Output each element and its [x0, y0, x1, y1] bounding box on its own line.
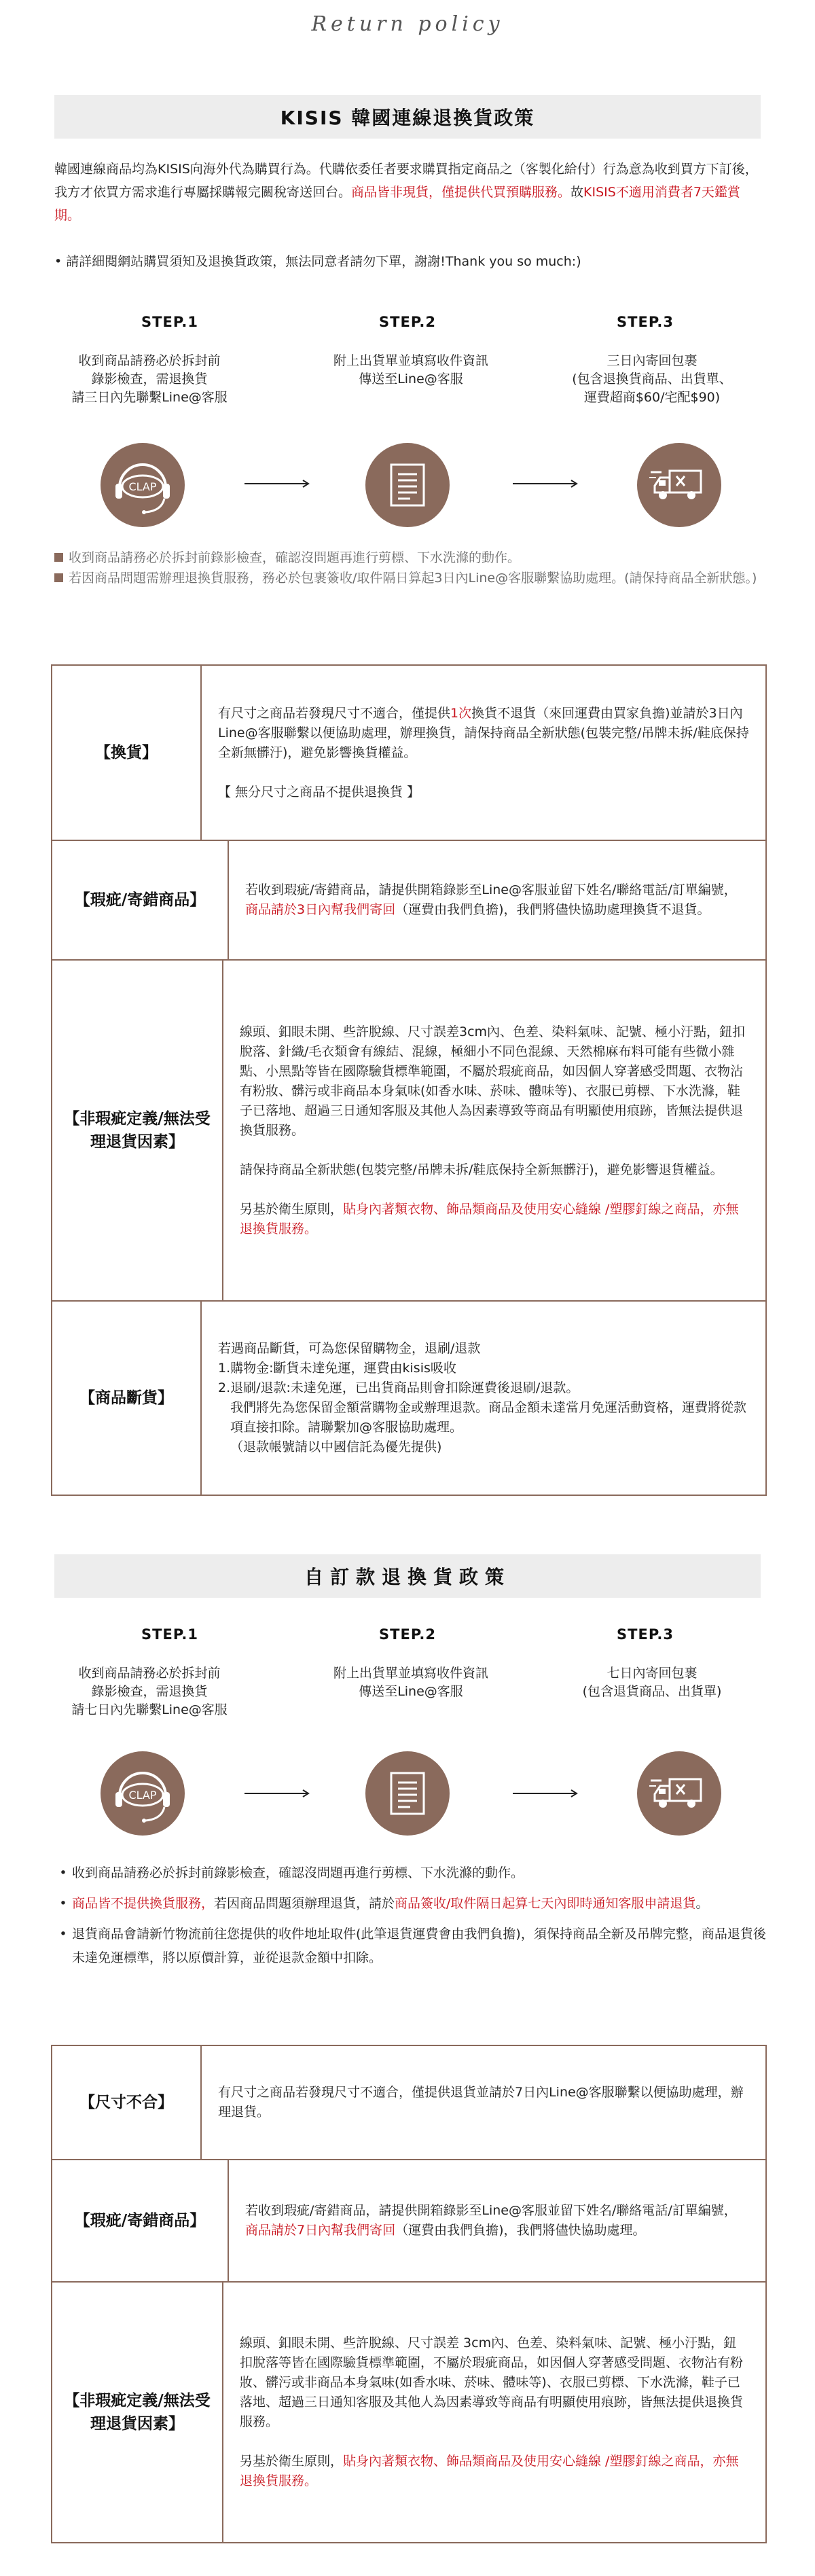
row-text: 若收到瑕疵/寄錯商品，請提供開箱錄影至Line@客服並留下姓名/聯絡電話/訂單編號，商品請於7日內幫我們寄回（運費由我們負擔)，我們將儘快協助處理。 [245, 2203, 737, 2238]
arrow-right-icon [513, 1789, 581, 1797]
row-label: 【換貨】 [52, 666, 202, 840]
row-label: 【非瑕疵定義/無法受理退貨因素】 [52, 961, 223, 1300]
custom-bullets: • 收到商品請務必於拆封前錄影檢查，確認沒問題再進行剪標、下水洗滌的動作。 • 商品皆不提供換貨服務，若因商品問題須辦理退貨，請於商品簽收/取件隔日起算七天內即時通知客服申請退貨。 • 退貨商品會請新竹物流前往您提供的收件地址取件(此筆退貨運費會由我們負擔)，須保持商品全新及吊牌完整，商品退貨後未達免運標準，將以原價計算，並從退款金額中扣除。 [59, 1865, 766, 1965]
step-3-text: 七日內寄回包裹 (包含退貨商品、出貨單) [582, 1666, 722, 1699]
row-label: 【瑕疵/寄錯商品】 [52, 841, 229, 959]
row-label: 【瑕疵/寄錯商品】 [52, 2160, 229, 2281]
step-3-heading: STEP.3 [617, 1626, 674, 1643]
square-bullet-icon [54, 553, 63, 562]
step-3-text: 三日內寄回包裹 (包含退換貨商品、出貨單、 運費超商$60/宅配$90) [572, 353, 732, 405]
table-row: 【商品斷貨】 若遇商品斷貨，可為您保留購物金，退刷/退款 1.購物金:斷貨未達免運，運費由kisis吸收 2.退刷/退款:未達免運，已出貨商品則會扣除運費後退刷/退款。 我們將先為您保留金額當購物金或辦理退款。商品金額未達當月免運活動資格，運費將從款項直接扣除。請聯繫加@客服協助處理。 （退款帳號請以中國信託為優先提供) [52, 1302, 765, 1496]
arrow-right-icon [244, 1789, 312, 1797]
row-text: 請保持商品全新狀態(包裝完整/吊牌未拆/鞋底保持全新無髒汙)，避免影響退貨權益。 [240, 1162, 723, 1177]
kr-intro-bullet: • 請詳細閱網站購買須知及退換貨政策，無法同意者請勿下單，謝謝!Thank you so much:) [54, 254, 581, 269]
row-text: 線頭、釦眼未開、些許脫線、尺寸誤差3cm內、色差、染料氣味、記號、極小汙點，鈕扣脫落、針織/毛衣類會有線結、混線，極細小不同色混線、天然棉麻布料可能有些微小雜點、小黑點等皆在國際驗貨標準範圍，不屬於瑕疵商品，如因個人穿著感受問題、衣物沾有粉妝、髒污或非商品本身氣味(如香水味、菸味、體味等)、衣服已剪標、下水洗滌，鞋子已落地、超過三日通知客服及其他人為因素導致等商品有明顯使用痕跡，皆無法提供退換貨服務。 [240, 1024, 746, 1138]
table-row [52, 841, 765, 961]
row-text: 線頭、釦眼未開、些許脫線、尺寸誤差 3cm內、色差、染料氣味、記號、極小汙點，鈕扣脫落等皆在國際驗貨標準範圍，不屬於瑕疵商品，如因個人穿著感受問題、衣物沾有粉妝、髒污或非商品本身氣味(如香水味、菸味、體味等)、衣服已剪標、下水洗滌，鞋子已落地、超過三日通知客服及其他人為因素導致等商品有明顯使用痕跡，皆無法提供退換貨服務。 [240, 2336, 744, 2429]
row-label: 【非瑕疵定義/無法受理退貨因素】 [52, 2283, 223, 2542]
kr-policy-table [51, 664, 767, 1496]
step-2-heading: STEP.2 [379, 1626, 436, 1643]
table-row [52, 961, 765, 1302]
step-2-text: 附上出貨單並填寫收件資訊 傳送至Line@客服 [333, 1666, 488, 1699]
step-1-heading: STEP.1 [141, 314, 198, 330]
row-text: 【 無分尺寸之商品不提供退換貨 】 [218, 784, 420, 800]
row-text: 有尺寸之商品若發現尺寸不適合，僅提供1次換貨不退貨（來回運費由買家負擔)並請於3日內Line@客服聯繫以便協助處理，辦理換貨，請保持商品全新狀態(包裝完整/吊牌未拆/鞋底保持全新無髒汙)，避免影響換貨權益。 [218, 705, 749, 760]
kr-notes: 收到商品請務必於拆封前錄影檢查，確認沒問題再進行剪標、下水洗滌的動作。 若因商品問題需辦理退換貨服務，務必於包裹簽收/取件隔日算起3日內Line@客服聯繫協助處理。(請保持商品全新狀態。) [54, 548, 761, 588]
arrow-right-icon [513, 480, 581, 488]
script-title: Return policy [311, 12, 504, 36]
table-row [52, 2160, 765, 2283]
step-1-heading: STEP.1 [141, 1626, 198, 1643]
row-text: 若收到瑕疵/寄錯商品，請提供開箱錄影至Line@客服並留下姓名/聯絡電話/訂單編號，商品請於3日內幫我們寄回（運費由我們負擔)，我們將儘快協助處理換貨不退貨。 [245, 882, 737, 917]
svg-text:CLAP: CLAP [128, 480, 157, 493]
custom-policy-table [51, 2045, 767, 2543]
table-row [52, 2283, 765, 2543]
headset-icon [101, 1751, 185, 1836]
step-1-text: 收到商品請務必於拆封前 錄影檢查，需退換貨 請三日內先聯繫Line@客服 [71, 353, 228, 405]
headset-icon [101, 443, 185, 527]
document-icon [365, 443, 450, 527]
row-label: 【商品斷貨】 [52, 1302, 202, 1495]
row-text: 有尺寸之商品若發現尺寸不適合，僅提供退貨並請於7日內Line@客服聯繫以便協助處理，辦理退貨。 [218, 2085, 744, 2119]
square-bullet-icon [54, 573, 63, 582]
table-row [52, 666, 765, 841]
custom-policy-title: 自訂款退換貨政策 [54, 1554, 761, 1598]
step-3-heading: STEP.3 [617, 314, 674, 330]
step-1-text: 收到商品請務必於拆封前 錄影檢查，需退換貨 請七日內先聯繫Line@客服 [71, 1666, 228, 1717]
delivery-truck-icon [637, 1751, 721, 1836]
row-label: 【尺寸不合】 [52, 2046, 202, 2159]
row-text: 另基於衛生原則，貼身內著類衣物、飾品類商品及使用安心縫線 /塑膠釘線之商品，亦無退換貨服務。 [240, 2454, 739, 2488]
arrow-right-icon [244, 480, 312, 488]
table-row [52, 2046, 765, 2160]
kr-policy-title: KISIS 韓國連線退換貨政策 [54, 95, 761, 139]
row-text: 另基於衛生原則，貼身內著類衣物、飾品類商品及使用安心縫線 /塑膠釘線之商品，亦無退換貨服務。 [240, 1201, 739, 1236]
delivery-truck-icon [637, 443, 721, 527]
svg-text:CLAP: CLAP [128, 1789, 157, 1802]
kr-intro: 韓國連線商品均為KISIS向海外代為購買行為。代購依委任者要求購買指定商品之（客製化給付）行為意為收到買方下訂後，我方才依買方需求進行專屬採購報完關稅寄送回台。商品皆非現貨，僅提供代買預購服務。故KISIS不適用消費者7天鑑賞期。 [54, 162, 758, 223]
document-icon [365, 1751, 450, 1836]
step-2-text: 附上出貨單並填寫收件資訊 傳送至Line@客服 [333, 353, 488, 387]
step-2-heading: STEP.2 [379, 314, 436, 330]
